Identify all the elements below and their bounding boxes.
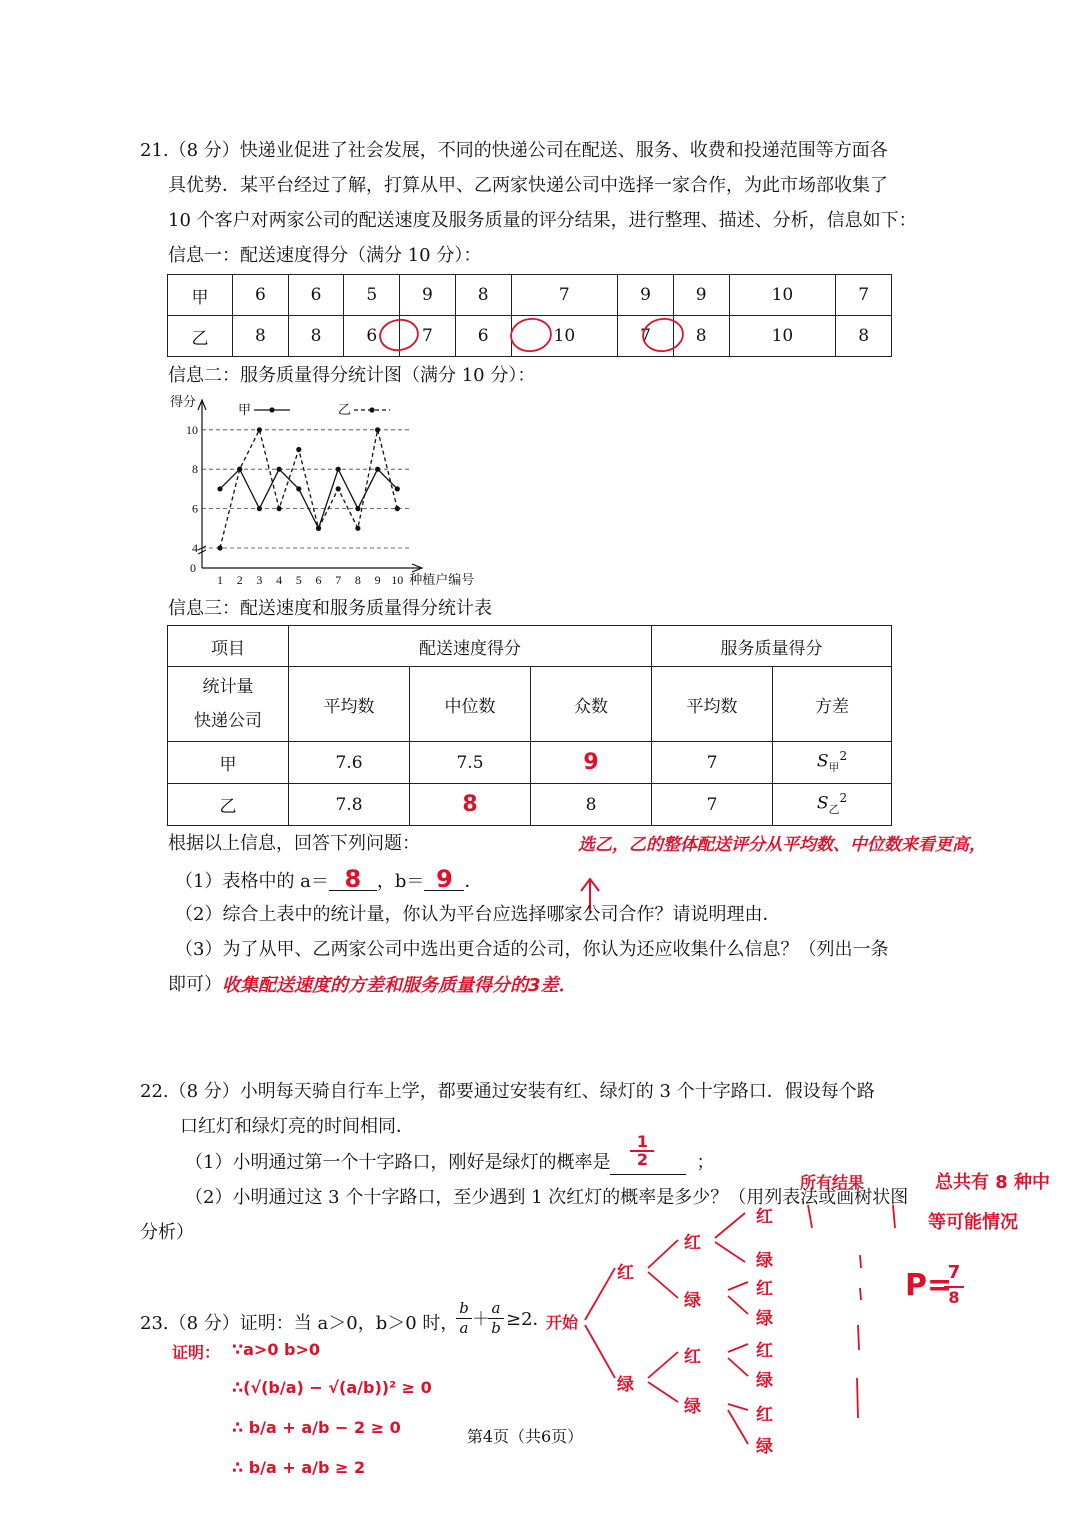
tree-l2-node: 红: [684, 1233, 701, 1253]
speed-cell: 8: [673, 316, 729, 357]
bracket-mark: [893, 1205, 895, 1228]
q22-p2-line1: （2）小明通过这 3 个十字路口，至少遇到 1 次红灯的概率是多少？（用列表法或画树状图: [185, 1187, 909, 1208]
x-tick-label: 5: [295, 573, 302, 587]
y-tick-label: 0: [190, 561, 196, 575]
tree-l3-node: 红: [756, 1341, 773, 1361]
q21-info2: 信息二：服务质量得分统计图（满分 10 分）：: [168, 365, 536, 386]
tree-start: 开始: [546, 1313, 579, 1332]
page-footer: 第4页（共6页）: [466, 1427, 584, 1446]
tree-branch: [648, 1272, 678, 1298]
q21-line2: 具优势．某平台经过了解，打算从甲、乙两家快递公司中选择一家合作，为此市场部收集了: [168, 175, 888, 196]
tree-branch: [728, 1404, 748, 1410]
stats-name: 乙: [168, 784, 289, 826]
stats-mean2: 7: [652, 784, 773, 826]
bracket-mark: [858, 1325, 859, 1350]
speed-cell: 6: [344, 316, 400, 357]
bracket-mark: [808, 1205, 812, 1228]
y-tick-label: 10: [186, 422, 198, 437]
speed-cell: 6: [455, 316, 511, 357]
y-axis-label: 得分: [170, 394, 197, 409]
q23-geq: ≥2．: [506, 1309, 551, 1330]
hand-all-results: 所有结果: [800, 1173, 865, 1192]
header-item: 项目: [168, 626, 289, 667]
legend-label: 甲: [238, 402, 252, 417]
tree-l1-node: 红: [617, 1263, 634, 1283]
speed-cell: 10: [511, 316, 618, 357]
q21-p3-line2: 即可）: [168, 974, 222, 995]
header-speed: 配送速度得分: [289, 626, 652, 667]
proof-step: ∵a>0 b>0: [232, 1340, 321, 1359]
q23-plus: ＋: [472, 1309, 490, 1330]
row-label-jia: 甲: [168, 275, 233, 316]
handwritten-answer-p2: 选乙，乙的整体配送评分从平均数、中位数来看更高，: [578, 835, 986, 855]
q21-p2: （2）综合上表中的统计量，你认为平台应选择哪家公司合作？请说明理由．: [175, 904, 781, 925]
q22-line2: 口红灯和绿灯亮的时间相同．: [180, 1116, 414, 1137]
header-mean2: 平均数: [652, 667, 773, 742]
answer-a: 8: [329, 868, 377, 891]
header-company: 快递公司: [194, 711, 262, 731]
q21-line3: 10 个客户对两家公司的配送速度及服务质量的评分结果，进行整理、描述、分析，信息如下：: [168, 210, 917, 231]
proof-step: 证明：: [172, 1343, 221, 1362]
speed-cell: 10: [729, 316, 836, 357]
speed-cell: 8: [455, 275, 511, 316]
q21-p1-a-label: （1）表格中的 a＝: [175, 871, 329, 892]
proof-step: ∴ b/a + a/b − 2 ≥ 0: [232, 1418, 401, 1437]
x-tick-label: 2: [236, 573, 243, 587]
q22-p1-end: ；: [696, 1152, 715, 1173]
q22-line1: 22.（8 分）小明每天骑自行车上学，都要通过安装有红、绿灯的 3 个十字路口．假设每个路: [140, 1081, 875, 1102]
bracket-mark: [860, 1255, 861, 1268]
tree-branch: [728, 1282, 748, 1290]
hand-p-den: 8: [948, 1288, 960, 1307]
y-tick-label: 4: [192, 541, 198, 555]
q23-frac1-den: a: [459, 1319, 469, 1337]
speed-cell: 8: [836, 316, 892, 357]
tree-l3-node: 红: [756, 1405, 773, 1425]
header-mode: 众数: [531, 667, 652, 742]
q21-p3-line1: （3）为了从甲、乙两家公司中选出更合适的公司，你认为还应收集什么信息？（列出一条: [175, 939, 889, 960]
q21-info1: 信息一：配送速度得分（满分 10 分）：: [168, 245, 482, 266]
stats-mean: 7.8: [289, 784, 410, 826]
bracket-mark: [857, 1378, 858, 1418]
hand-p-label: P=: [905, 1268, 953, 1303]
variance-symbol: S: [816, 752, 829, 773]
x-tick-label: 7: [335, 573, 342, 587]
q21-p1-end: ．: [464, 871, 483, 892]
variance-sub: 甲: [828, 761, 840, 775]
speed-cell: 8: [288, 316, 344, 357]
tree-branch: [648, 1352, 678, 1378]
variance-sup: 2: [839, 749, 848, 764]
hand-note-2: 等可能情况: [928, 1212, 1018, 1233]
tree-l1-node: 绿: [617, 1375, 634, 1395]
speed-cell: 6: [233, 275, 289, 316]
stats-name: 甲: [168, 742, 289, 784]
y-tick-label: 8: [192, 462, 198, 477]
tree-branch: [585, 1325, 615, 1378]
tree-l3-node: 绿: [756, 1437, 773, 1457]
y-tick-label: 6: [192, 501, 198, 516]
tree-l3-node: 绿: [756, 1309, 773, 1329]
q21-info3: 信息三：配送速度和服务质量得分统计表: [168, 598, 492, 619]
variance-sup: 2: [839, 791, 848, 806]
tree-branch: [728, 1358, 748, 1376]
tree-branch: [715, 1242, 745, 1262]
tree-l3-node: 绿: [756, 1371, 773, 1391]
tree-branch: [728, 1296, 748, 1314]
x-tick-label: 9: [374, 573, 381, 587]
q22-p2-line2: 分析）: [140, 1222, 194, 1243]
x-tick-label: 4: [276, 573, 283, 587]
q23-line: 23.（8 分）证明：当 a＞0，b＞0 时，: [140, 1313, 459, 1334]
stats-mean2: 7: [652, 742, 773, 784]
speed-cell: 7: [836, 275, 892, 316]
variance-sub: 乙: [828, 803, 840, 817]
stats-mode: 8: [531, 784, 652, 826]
speed-cell: 7: [618, 316, 674, 357]
legend-label: 乙: [338, 402, 352, 417]
tree-branch: [585, 1268, 615, 1320]
variance-symbol: S: [816, 794, 829, 815]
x-tick-label: 8: [354, 573, 361, 587]
q22-p1-text: （1）小明通过第一个十字路口，刚好是绿灯的概率是: [185, 1152, 611, 1173]
speed-cell: 5: [344, 275, 400, 316]
tree-l3-node: 红: [756, 1207, 773, 1227]
tree-l2-node: 绿: [684, 1397, 701, 1417]
q23-frac1-num: b: [459, 1299, 469, 1317]
proof-step: ∴ b/a + a/b ≥ 2: [232, 1458, 366, 1477]
x-tick-label: 10: [391, 573, 404, 587]
tree-branch: [648, 1382, 678, 1402]
hand-p-num: 7: [947, 1262, 961, 1283]
speed-cell: 7: [400, 316, 456, 357]
q21-ask: 根据以上信息，回答下列问题：: [168, 833, 420, 854]
header-stat: 统计量: [202, 677, 254, 697]
answer-num: 1: [636, 1132, 649, 1151]
header-variance: 方差: [773, 667, 892, 742]
header-service: 服务质量得分: [652, 626, 892, 667]
q21-p1-b-label: ，b＝: [376, 871, 425, 892]
stats-median: 7.5: [410, 742, 531, 784]
speed-cell: 6: [288, 275, 344, 316]
tree-branch: [715, 1213, 745, 1238]
speed-cell: 9: [400, 275, 456, 316]
stats-mode-handwritten: 9: [531, 742, 652, 784]
stats-mean: 7.6: [289, 742, 410, 784]
bracket-mark: [860, 1288, 861, 1300]
tree-l2-node: 红: [684, 1347, 701, 1367]
speed-cell: 7: [511, 275, 618, 316]
x-tick-label: 3: [256, 573, 263, 587]
tree-l3-node: 红: [756, 1279, 773, 1299]
proof-step: ∴(√(b/a) − √(a/b))² ≥ 0: [232, 1378, 432, 1397]
speed-cell: 9: [618, 275, 674, 316]
answer-den: 2: [636, 1150, 649, 1169]
hand-note-1: 总共有 8 种中: [935, 1172, 1051, 1193]
speed-cell: 8: [233, 316, 289, 357]
x-tick-label: 6: [315, 573, 322, 587]
q23-frac2-den: b: [491, 1319, 501, 1337]
handwritten-answer-p3: 收集配送速度的方差和服务质量得分的3差．: [222, 975, 577, 996]
stats-median-handwritten: 8: [410, 784, 531, 826]
q21-line1: 21.（8 分）快递业促进了社会发展，不同的快递公司在配送、服务、收费和投递范围等方面各: [140, 140, 888, 161]
tree-l2-node: 绿: [684, 1291, 701, 1311]
header-mean: 平均数: [289, 667, 410, 742]
tree-l3-node: 绿: [756, 1251, 773, 1271]
speed-cell: 10: [729, 275, 836, 316]
speed-cell: 9: [673, 275, 729, 316]
x-axis-label: 种植户编号: [409, 572, 475, 587]
answer-b: 9: [424, 868, 464, 891]
x-tick-label: 1: [217, 573, 223, 587]
row-label-yi: 乙: [168, 316, 233, 357]
q23-frac2-num: a: [491, 1299, 501, 1317]
header-median: 中位数: [410, 667, 531, 742]
tree-branch: [728, 1344, 748, 1352]
tree-branch: [648, 1240, 678, 1268]
